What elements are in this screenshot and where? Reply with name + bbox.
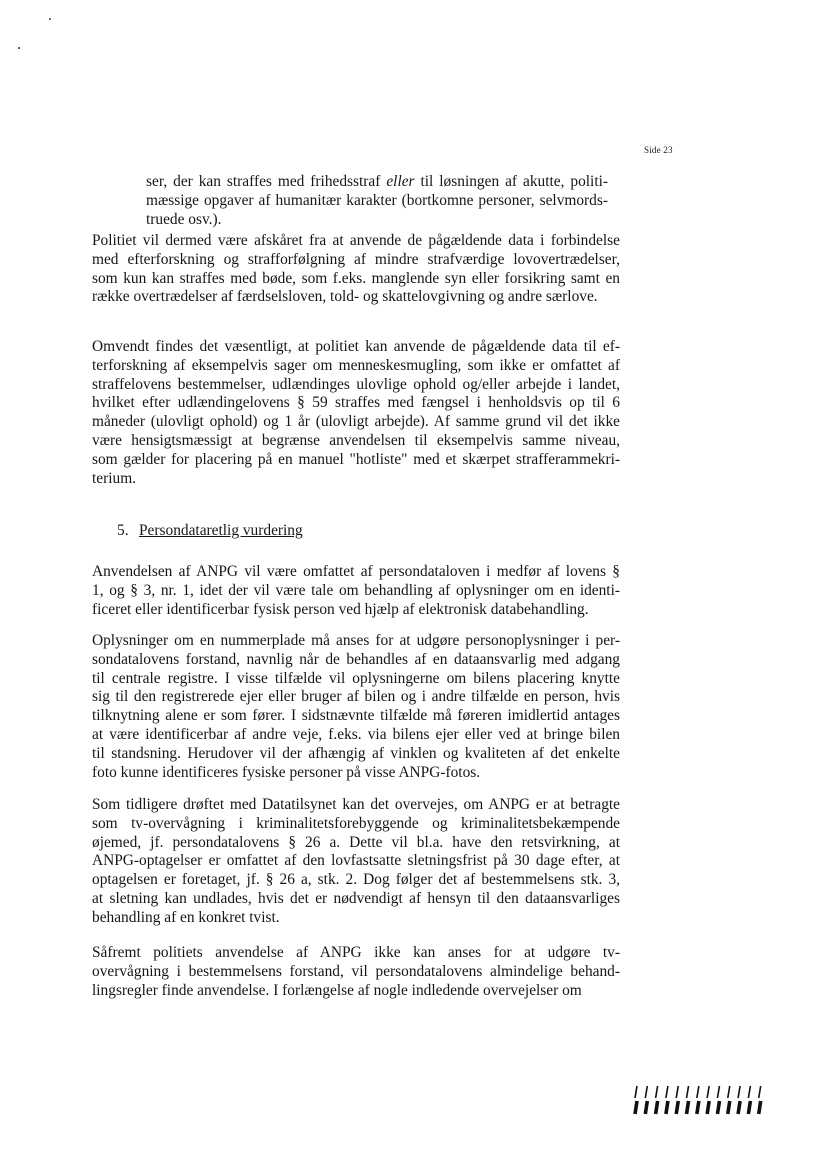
barcode-bar [748,1086,750,1098]
page-number: Side 23 [644,145,673,155]
section-title: Persondataretlig vurdering [139,522,303,539]
section-heading [117,522,303,541]
barcode-bar [738,1101,740,1114]
barcode-bar [717,1086,719,1098]
barcode-bar [635,1086,637,1098]
barcode-bar [748,1101,750,1114]
text-line: sig til den registrerede ejer eller bruger af bilen og i andre tilfælde en person, hvis [92,688,620,706]
barcode-bar [759,1101,761,1114]
barcode-bar [687,1101,689,1114]
text-line: Som tidligere drøftet med Datatilsynet kan det overvejes, om ANPG er at betragte [92,796,620,813]
text-line: truede osv.). [146,210,222,228]
barcode-bar [666,1086,668,1098]
text-line: tilknytning alene er som fører. I sidstnævnte tilfælde må føreren imidlertid antages [92,707,620,725]
barcode-bar [645,1086,647,1098]
text-line: være hensigtsmæssigt at begrænse anvendelsen til eksempelvis samme niveau, [92,431,620,449]
text-line: at sletning kan undlades, hvis det er nødvendigt af hensyn til den dataansvarliges [92,889,620,907]
barcode-bar [645,1101,647,1114]
continuation-paragraph [146,173,608,229]
text-line: behandling af en konkret tvist. [92,908,280,926]
text-line: Oplysninger om en nummerplade må anses for at udgøre personoplysninger i per- [92,632,620,649]
text-line: foto kunne identificeres fysiske personer på visse ANPG-fotos. [92,763,481,781]
paragraph [92,232,620,307]
text-line: række overtrædelser af færdselsloven, told- og skattelovgivning og andre særlove. [92,288,598,306]
paragraph [92,944,620,1000]
paragraph [92,796,620,928]
text-line: at være identificerbar af andre veje, f.eks. via bilens ejer eller ved at bringe bilen [92,725,620,743]
paragraph [92,338,620,488]
barcode-bar [707,1101,709,1114]
text-line: sondatalovens forstand, navnlig når de behandles af en dataansvarlig med adgang [92,650,620,668]
text-line: som gælder for placering på en manuel "hotliste" med et skærpet strafferammekri- [92,450,620,468]
text-line: ser, der kan straffes med frihedsstraf eller til løsningen af akutte, politi- [146,173,609,190]
text-line: Anvendelsen af ANPG vil være omfattet af persondataloven i medfør af lovens § [92,563,620,580]
barcode-bar [676,1101,678,1114]
text-line: Omvendt findes det væsentligt, at politiet kan anvende de pågældende data til ef- [92,338,620,355]
barcode-bar [738,1086,740,1098]
scan-speck [49,18,51,20]
text-line: terforskning af eksempelvis sager om menneskesmugling, som ikke er omfattet af [92,356,620,374]
barcode-bar [635,1101,637,1114]
barcode-bar [687,1086,689,1098]
text-line: straffelovens bestemmelser, udlændinges ulovlige ophold og/eller arbejde i landet, [92,375,620,393]
text-line: terium. [92,469,137,487]
text-line: som kun kan straffes med bøde, som f.eks. manglende syn eller forsikring samt en [92,269,620,287]
text-line: med efterforskning og strafforfølgning af mindre strafværdige lovovertrædelser, [92,250,620,268]
text-line: øjemed, jf. persondatalovens § 26 a. Dette vil bl.a. have den retsvirkning, at [92,833,620,851]
text-line: ficeret eller identificerbar fysisk person ved hjælp af elektronisk databehandling. [92,600,589,618]
text-line: som tv-overvågning i kriminalitetsforebyggende og kriminalitetsbekæmpende [92,814,620,832]
section-number: 5. [117,522,129,539]
text-line: ANPG-optagelser er omfattet af den lovfastsatte sletningsfrist på 30 dage efter, at [92,852,620,870]
text-line: Såfremt politiets anvendelse af ANPG ikke kan anses for at udgøre tv- [92,944,620,961]
emphasis: eller [386,173,415,190]
barcode-bar [676,1086,678,1098]
text-line: til standsning. Herudover vil der afhængig af vinklen og kvaliteten af det enkelte [92,744,620,762]
paragraph [92,632,620,782]
barcode-bar [697,1086,699,1098]
text-line: overvågning i bestemmelsens forstand, vil persondatalovens almindelige behand- [92,962,620,980]
text-line: lingsregler finde anvendelse. I forlængelse af nogle indledende overvejelser om [92,981,582,999]
barcode-bar [656,1101,658,1114]
barcode-bar [728,1086,730,1098]
text-line: optagelsen er foretaget, jf. § 26 a, stk. 2. Dog følger det af bestemmelsens stk. 3, [92,871,620,889]
barcode-icon [632,1085,766,1115]
text-line: måneder (ulovligt ophold) og 1 år (ulovligt arbejde). Af samme grund vil det ikke [92,413,620,431]
text-line: 1, og § 3, nr. 1, idet der vil være tale om behandling af oplysninger om en identi- [92,581,620,599]
text-line: mæssige opgaver af humanitær karakter (bortkomne personer, selvmords- [146,191,608,209]
barcode-bar [697,1101,699,1114]
text-line: Politiet vil dermed være afskåret fra at anvende de pågældende data i forbindelse [92,232,620,249]
barcode-bar [707,1086,709,1098]
barcode-bar [728,1101,730,1114]
text-line: hvilket efter udlændingelovens § 59 straffes med fængsel i henholdsvis op til 6 [92,394,620,412]
barcode-bar [717,1101,719,1114]
paragraph [92,563,620,619]
barcode-bar [656,1086,658,1098]
barcode-bar [666,1101,668,1114]
scan-speck [18,47,20,49]
text-line: til centrale registre. I visse tilfælde vil oplysningerne om bilens placering knytte [92,669,620,687]
barcode-bar [759,1086,761,1098]
